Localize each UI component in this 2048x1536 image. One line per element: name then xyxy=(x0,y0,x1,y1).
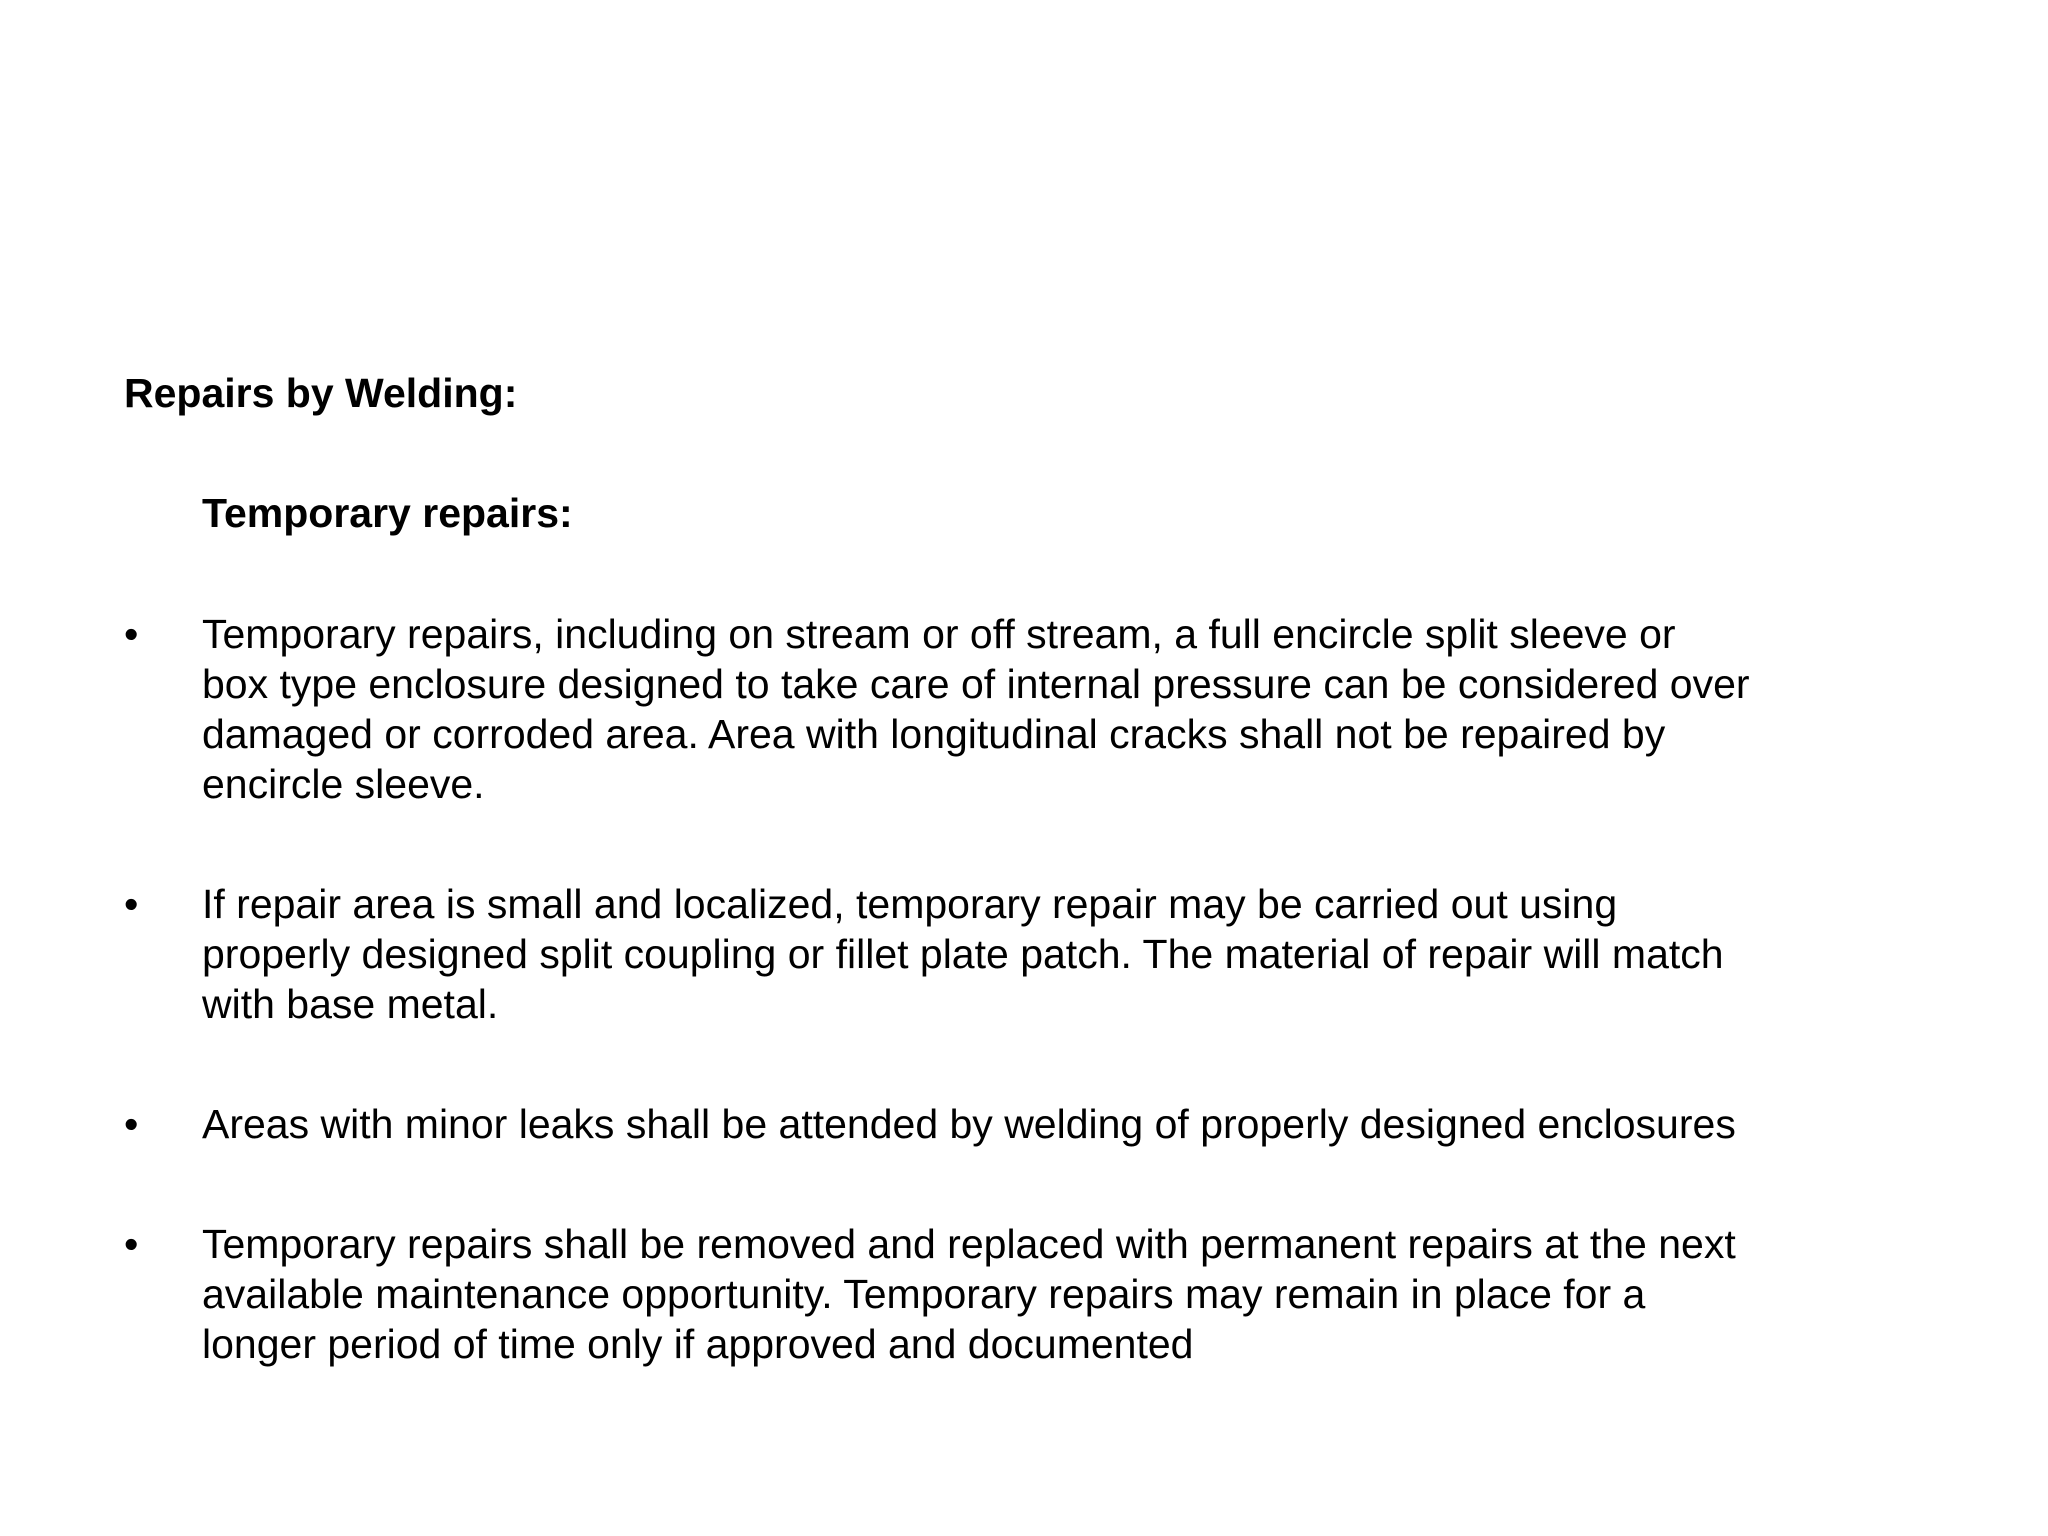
bullet-line: damaged or corroded area. Area with longitudinal cracks shall not be repaired by xyxy=(202,711,1666,757)
bullet-icon: • xyxy=(124,611,139,657)
bullet-line: with base metal. xyxy=(202,981,499,1027)
bullet-icon: • xyxy=(124,881,139,927)
bullet-line: Temporary repairs, including on stream or off stream, a full encircle split sleeve or xyxy=(202,611,1676,657)
list-item xyxy=(124,609,1994,809)
subsection-heading: Temporary repairs: xyxy=(202,490,573,536)
section-heading: Repairs by Welding: xyxy=(124,370,518,416)
bullet-list xyxy=(124,609,1994,1369)
bullet-line: If repair area is small and localized, temporary repair may be carried out using xyxy=(202,881,1618,927)
bullet-line: Areas with minor leaks shall be attended by welding of properly designed enclosures xyxy=(202,1101,1736,1147)
bullet-line: Temporary repairs shall be removed and replaced with permanent repairs at the next xyxy=(202,1221,1736,1267)
bullet-line: encircle sleeve. xyxy=(202,761,485,807)
list-item xyxy=(124,1099,1994,1149)
list-item xyxy=(124,1219,1994,1369)
list-item xyxy=(124,879,1994,1029)
bullet-icon: • xyxy=(124,1101,139,1147)
bullet-line: box type enclosure designed to take care of internal pressure can be considered over xyxy=(202,661,1750,707)
bullet-icon: • xyxy=(124,1221,139,1267)
bullet-line: properly designed split coupling or fillet plate patch. The material of repair will match xyxy=(202,931,1724,977)
bullet-line: longer period of time only if approved and documented xyxy=(202,1321,1194,1367)
bullet-line: available maintenance opportunity. Temporary repairs may remain in place for a xyxy=(202,1271,1646,1317)
